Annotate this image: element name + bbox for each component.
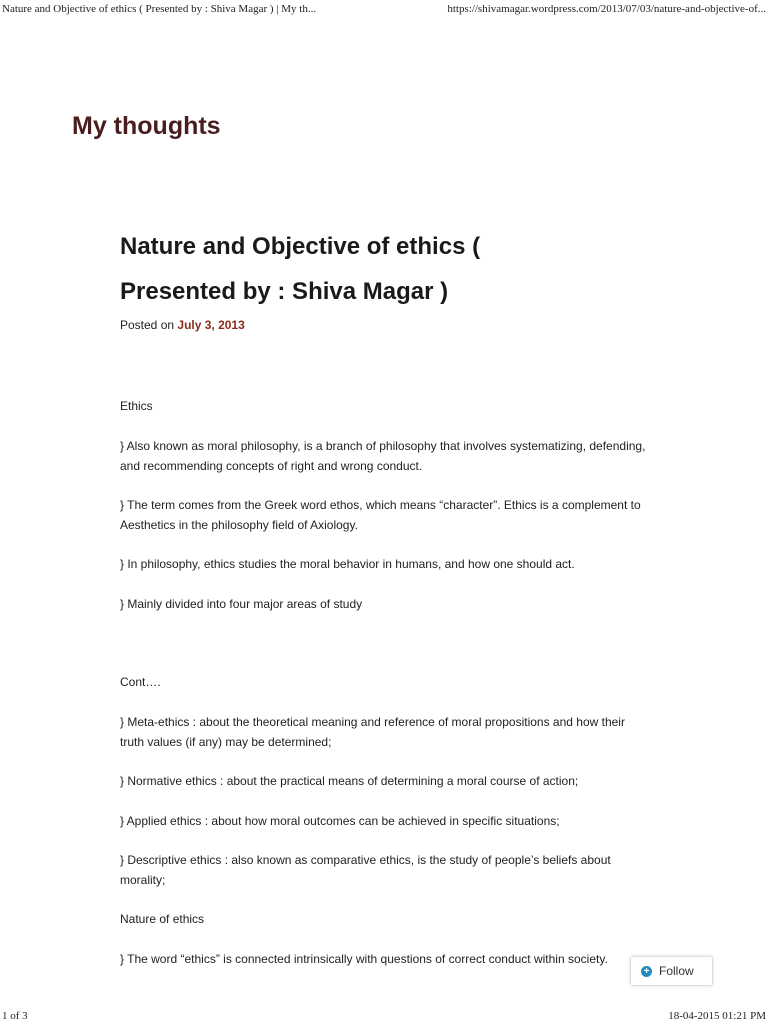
- post-meta: [120, 318, 245, 332]
- content-paragraph: } In philosophy, ethics studies the moral behavior in humans, and how one should act.: [120, 557, 575, 571]
- post-title-line2: Presented by : Shiva Magar ): [120, 278, 449, 305]
- post-date-link[interactable]: July 3, 2013: [177, 318, 245, 332]
- print-header: [0, 0, 768, 20]
- content-paragraph: } The term comes from the Greek word ethos, which means “character”. Ethics is a complement to Aesthetics in the philosophy field of Axiology.: [120, 498, 641, 532]
- print-page-title: Nature and Objective of ethics ( Presented by : Shiva Magar ) | My th...: [2, 3, 317, 15]
- site-title[interactable]: My thoughts: [72, 112, 221, 140]
- ethics-heading: Ethics: [120, 399, 153, 413]
- plus-circle-icon: +: [641, 966, 652, 977]
- nature-heading: Nature of ethics: [120, 912, 205, 926]
- print-url: https://shivamagar.wordpress.com/2013/07/03/nature-and-objective-of...: [447, 3, 766, 15]
- print-timestamp: 18-04-2015 01:21 PM: [668, 1010, 766, 1022]
- content-paragraph: } Mainly divided into four major areas of study: [120, 597, 363, 611]
- post-title: [120, 224, 600, 314]
- post-content: [120, 396, 650, 969]
- content-paragraph: } Also known as moral philosophy, is a branch of philosophy that involves systematizing, defending, and recommending concepts of right and wrong conduct.: [120, 439, 646, 473]
- content-paragraph: } Applied ethics : about how moral outcomes can be achieved in specific situations;: [120, 814, 560, 828]
- content-paragraph: } Descriptive ethics : also known as comparative ethics, is the study of people’s beliefs about morality;: [120, 853, 611, 887]
- follow-label: Follow: [659, 964, 694, 978]
- posted-on-label: Posted on: [120, 318, 175, 332]
- print-footer: [0, 1008, 768, 1024]
- cont-label: Cont….: [120, 675, 161, 689]
- post-title-line1: Nature and Objective of ethics (: [120, 233, 481, 260]
- page-indicator: 1 of 3: [2, 1010, 28, 1022]
- content-paragraph: } Meta-ethics : about the theoretical meaning and reference of moral propositions and how their truth values (if any) may be determined;: [120, 715, 625, 749]
- content-paragraph: } The word “ethics” is connected intrinsically with questions of correct conduct within society.: [120, 952, 608, 966]
- follow-button[interactable]: [631, 957, 712, 985]
- content-paragraph: } Normative ethics : about the practical means of determining a moral course of action;: [120, 774, 579, 788]
